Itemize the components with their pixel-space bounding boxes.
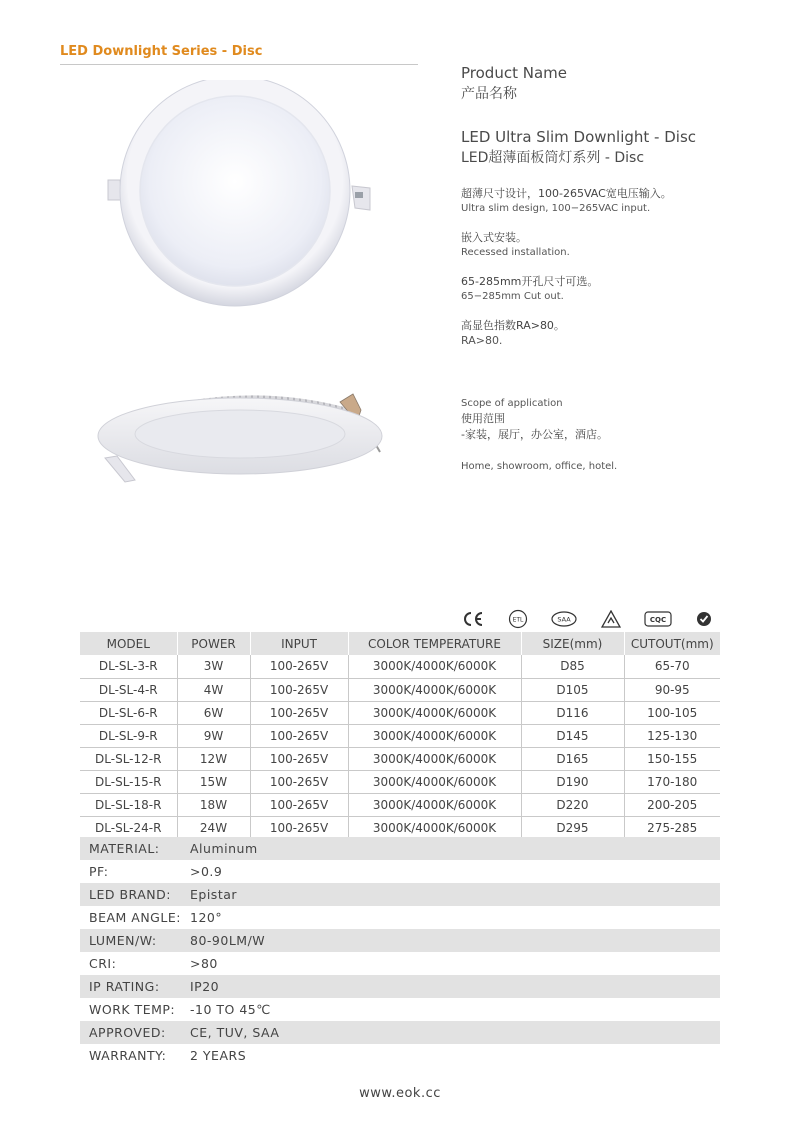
table-row [80, 678, 720, 701]
cell-input: 100-265V [250, 793, 348, 816]
certification-marks [462, 608, 712, 630]
cell-color-temperature: 3000K/4000K/6000K [348, 816, 521, 839]
cell-power: 4W [177, 678, 250, 701]
scope-zh-items: -家装，展厅，办公室，酒店。 [461, 428, 608, 441]
cell-size: D190 [521, 770, 624, 793]
property-value: Epistar [190, 883, 720, 906]
header-input: INPUT [250, 632, 348, 655]
cell-power: 24W [177, 816, 250, 839]
property-value: -10 TO 45℃ [190, 998, 720, 1021]
svg-text:CQC: CQC [650, 616, 667, 624]
cell-color-temperature: 3000K/4000K/6000K [348, 655, 521, 678]
title-divider [60, 64, 418, 65]
property-key: BEAM ANGLE: [80, 906, 190, 929]
property-row-cri [80, 952, 720, 975]
cell-cutout: 200-205 [624, 793, 720, 816]
property-row-material [80, 837, 720, 860]
property-value: >80 [190, 952, 720, 975]
property-row-beam-angle [80, 906, 720, 929]
cell-size: D105 [521, 678, 624, 701]
property-row-pf [80, 860, 720, 883]
property-row-warranty [80, 1044, 720, 1067]
table-row [80, 793, 720, 816]
property-row-ip-rating [80, 975, 720, 998]
cell-color-temperature: 3000K/4000K/6000K [348, 747, 521, 770]
cell-power: 6W [177, 701, 250, 724]
cell-power: 12W [177, 747, 250, 770]
cell-input: 100-265V [250, 770, 348, 793]
property-key: APPROVED: [80, 1021, 190, 1044]
cell-color-temperature: 3000K/4000K/6000K [348, 793, 521, 816]
cell-cutout: 125-130 [624, 724, 720, 747]
cell-model: DL-SL-12-R [80, 747, 177, 770]
cell-size: D165 [521, 747, 624, 770]
feature-item [461, 274, 761, 304]
cell-input: 100-265V [250, 816, 348, 839]
cell-size: D85 [521, 655, 624, 678]
cell-model: DL-SL-6-R [80, 701, 177, 724]
property-value: 2 YEARS [190, 1044, 720, 1067]
table-row [80, 724, 720, 747]
cell-cutout: 90-95 [624, 678, 720, 701]
property-value: 120° [190, 906, 720, 929]
product-info [461, 62, 761, 348]
header-color-temperature: COLOR TEMPERATURE [348, 632, 521, 655]
feature-item [461, 186, 761, 216]
cell-model: DL-SL-24-R [80, 816, 177, 839]
property-row-work-temp [80, 998, 720, 1021]
cell-model: DL-SL-15-R [80, 770, 177, 793]
cell-cutout: 100-105 [624, 701, 720, 724]
cell-input: 100-265V [250, 724, 348, 747]
downlight-front-photo [100, 80, 390, 320]
scope-of-application [461, 396, 761, 474]
table-row [80, 747, 720, 770]
ce-mark-icon [462, 609, 484, 629]
property-row-lumen [80, 929, 720, 952]
svg-text:SAA: SAA [557, 615, 571, 624]
cell-cutout: 65-70 [624, 655, 720, 678]
cell-power: 15W [177, 770, 250, 793]
table-row [80, 655, 720, 678]
feature-zh: 嵌入式安装。 [461, 231, 527, 244]
property-value: IP20 [190, 975, 720, 998]
cell-color-temperature: 3000K/4000K/6000K [348, 678, 521, 701]
header-power: POWER [177, 632, 250, 655]
cell-input: 100-265V [250, 678, 348, 701]
cell-input: 100-265V [250, 701, 348, 724]
feature-zh: 高显色指数RA>80。 [461, 319, 565, 332]
feature-zh: 超薄尺寸设计，100-265VAC宽电压输入。 [461, 187, 672, 200]
cell-model: DL-SL-9-R [80, 724, 177, 747]
header-cutout: CUTOUT(mm) [624, 632, 720, 655]
cell-cutout: 150-155 [624, 747, 720, 770]
property-row-led-brand [80, 883, 720, 906]
property-value: >0.9 [190, 860, 720, 883]
feature-en: Recessed installation. [461, 247, 570, 258]
feature-en: Ultra slim design, 100−265VAC input. [461, 203, 651, 214]
scope-label: Scope of application [461, 398, 563, 409]
product-title-en: LED Ultra Slim Downlight - Disc [461, 128, 697, 146]
downlight-side-photo [95, 380, 395, 490]
cell-size: D295 [521, 816, 624, 839]
cell-power: 9W [177, 724, 250, 747]
feature-item [461, 318, 761, 348]
header-size: SIZE(mm) [521, 632, 624, 655]
property-key: LUMEN/W: [80, 929, 190, 952]
property-key: PF: [80, 860, 190, 883]
check-mark-icon [696, 609, 712, 629]
property-key: CRI: [80, 952, 190, 975]
scope-en-items: Home, showroom, office, hotel. [461, 461, 618, 472]
product-title-zh: LED超薄面板筒灯系列 - Disc [461, 150, 645, 166]
cell-color-temperature: 3000K/4000K/6000K [348, 770, 521, 793]
property-value: CE, TUV, SAA [190, 1021, 720, 1044]
feature-en: 65−285mm Cut out. [461, 291, 564, 302]
cell-size: D145 [521, 724, 624, 747]
property-key: WORK TEMP: [80, 998, 190, 1021]
scope-zh-label: 使用范围 [461, 412, 505, 425]
cell-color-temperature: 3000K/4000K/6000K [348, 724, 521, 747]
table-row [80, 770, 720, 793]
cell-model: DL-SL-18-R [80, 793, 177, 816]
cell-power: 3W [177, 655, 250, 678]
cell-model: DL-SL-3-R [80, 655, 177, 678]
property-row-approved [80, 1021, 720, 1044]
cell-size: D116 [521, 701, 624, 724]
svg-text:ETL: ETL [512, 616, 523, 624]
cell-input: 100-265V [250, 655, 348, 678]
table-row [80, 701, 720, 724]
table-row [80, 816, 720, 839]
property-value: 80-90LM/W [190, 929, 720, 952]
cell-power: 18W [177, 793, 250, 816]
property-key: MATERIAL: [80, 837, 190, 860]
cell-color-temperature: 3000K/4000K/6000K [348, 701, 521, 724]
properties-table [80, 837, 720, 1067]
feature-zh: 65-285mm开孔尺寸可选。 [461, 275, 599, 288]
series-title: LED Downlight Series - Disc [60, 44, 263, 59]
spec-table [80, 632, 720, 840]
feature-item [461, 230, 761, 260]
saa-mark-icon [551, 609, 577, 629]
product-name-label-zh: 产品名称 [461, 86, 517, 102]
cqc-mark-icon [644, 609, 672, 629]
property-key: WARRANTY: [80, 1044, 190, 1067]
spec-table-header [80, 632, 720, 655]
product-name-label-en: Product Name [461, 64, 567, 82]
property-value: Aluminum [190, 837, 720, 860]
footer-website: www.eok.cc [359, 1086, 441, 1101]
cell-input: 100-265V [250, 747, 348, 770]
cell-cutout: 275-285 [624, 816, 720, 839]
feature-en: RA>80. [461, 334, 503, 347]
rcm-mark-icon [601, 609, 621, 629]
cell-cutout: 170-180 [624, 770, 720, 793]
cell-size: D220 [521, 793, 624, 816]
header-model: MODEL [80, 632, 177, 655]
property-key: IP RATING: [80, 975, 190, 998]
property-key: LED BRAND: [80, 883, 190, 906]
cell-model: DL-SL-4-R [80, 678, 177, 701]
etl-mark-icon [508, 609, 528, 629]
